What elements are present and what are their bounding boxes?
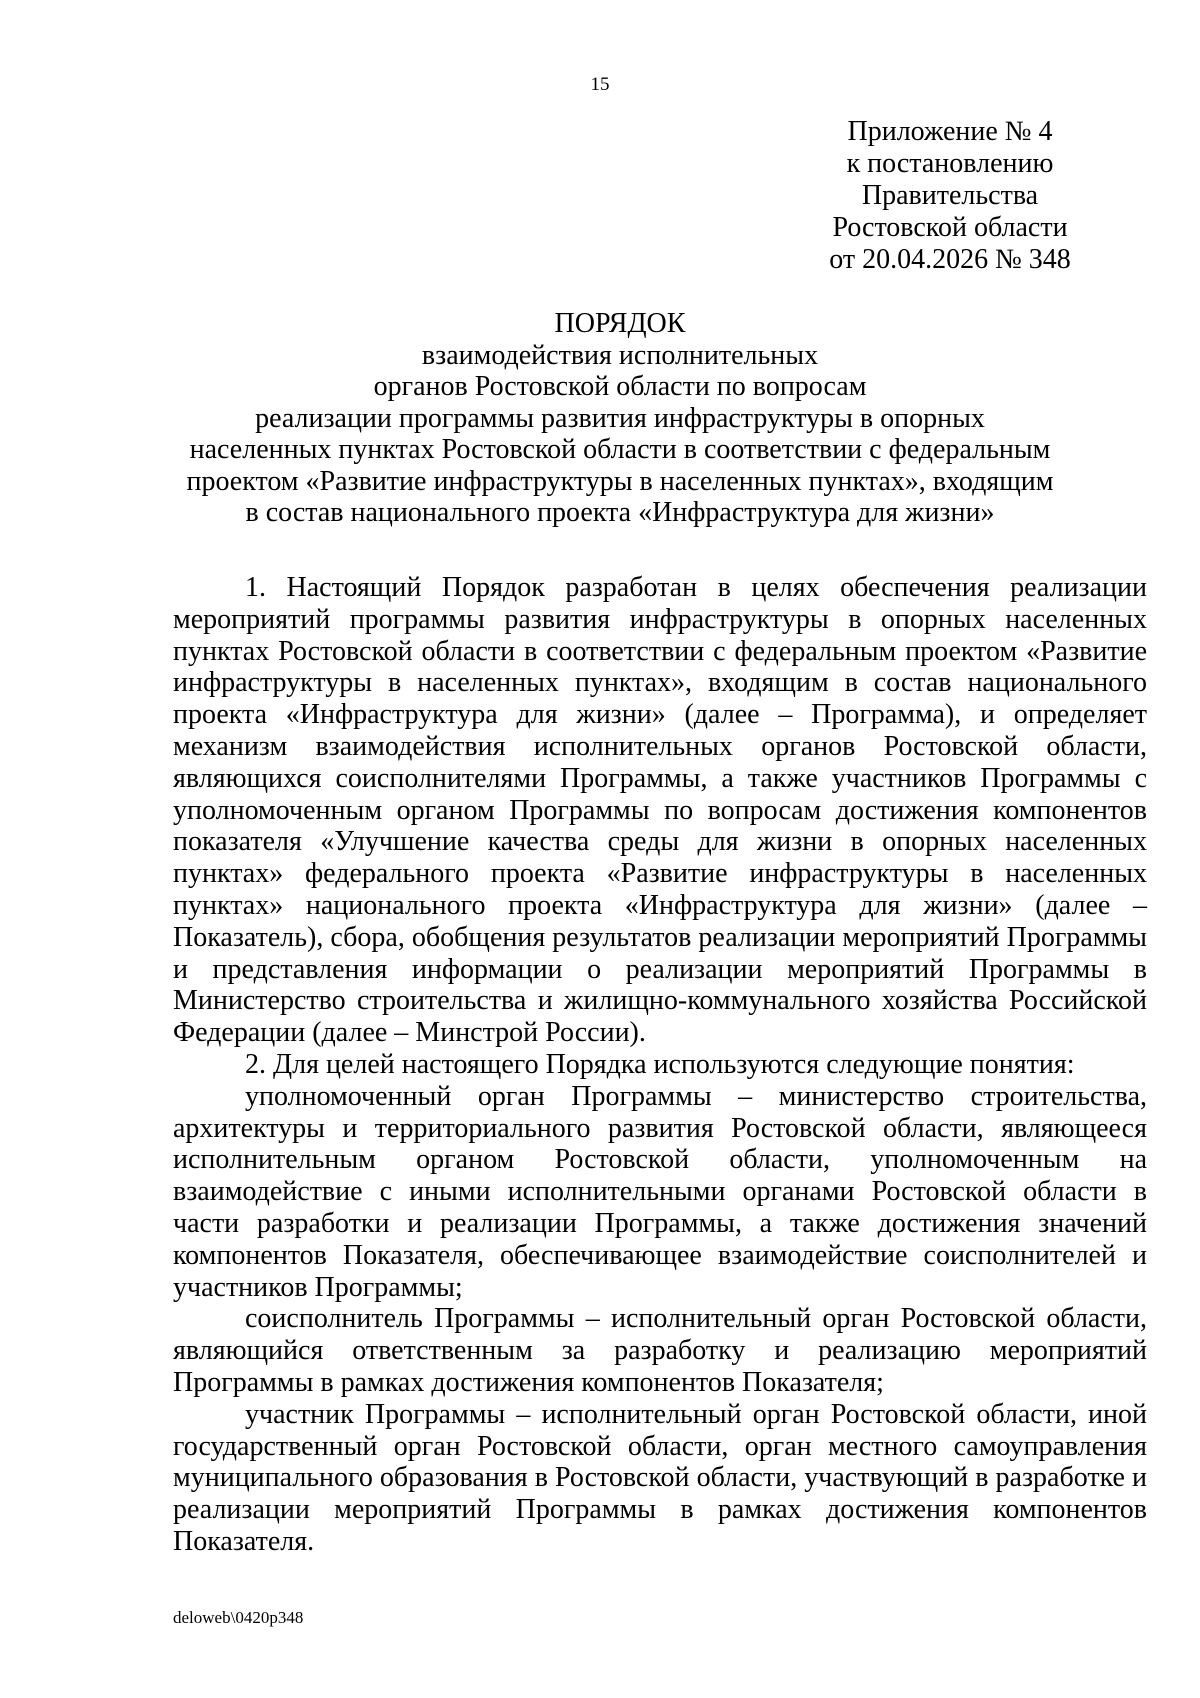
title-line: проектом «Развитие инфраструктуры в населенных пунктах», входящим — [186, 465, 1054, 497]
title-heading: ПОРЯДОК — [554, 308, 686, 339]
appendix-line: Приложение № 4 — [847, 116, 1053, 147]
title-line: в состав национального проекта «Инфраструктура для жизни» — [245, 497, 995, 528]
page-number: 15 — [590, 74, 610, 95]
footer-file-code: deloweb\0420p348 — [173, 1608, 304, 1627]
appendix-block — [800, 116, 1100, 276]
appendix-line: от 20.04.2026 № 348 — [829, 244, 1071, 275]
title-line: населенных пунктах Ростовской области в соответствии с федеральным — [189, 434, 1051, 465]
paragraph-2: 2. Для целей настоящего Порядка используются следующие понятия: — [245, 1048, 1075, 1080]
document-title — [160, 308, 1080, 529]
appendix-line: Ростовской области — [832, 212, 1068, 243]
paragraph-1: 1. Настоящий Порядок разработан в целях обеспечения реализации мероприятий программы развития инфраструктуры в опорных населенных пунктах Ростовской области в соответствии с федеральным проектом «Развитие инфраструктуры в населенных пунктах», входящим в состав национального проекта «Инфраструктура для жизни» (далее – Программа), и определяет механизм взаимодействия исполнительных органов Ростовской области, являющихся соисполнителями Программы, а также участников Программы с уполномоченным органом Программы по вопросам достижения компонентов показателя «Улучшение качества среды для жизни в опорных населенных пунктах» федерального проекта «Развитие инфраструктуры в населенных пунктах» национального проекта «Инфраструктура для жизни» (далее – Показатель), сбора, обобщения результатов реализации мероприятий Программы и представления информации о реализации мероприятий Программы в Министерство строительства и жилищно-коммунального хозяйства Российской Федерации (далее – Минстрой России). — [173, 572, 1147, 1049]
appendix-line: Правительства — [861, 180, 1039, 211]
document-body — [173, 572, 1147, 1558]
definition-participant: участник Программы – исполнительный орган Ростовской области, иной государственный орган Ростовской области, орган местного самоуправления муниципального образования в Ростовской области, участвующий в разработке и реализации мероприятий Программы в рамках достижения компонентов Показателя. — [173, 1398, 1147, 1557]
definition-authorized-body: уполномоченный орган Программы – министерство строительства, архитектуры и территориального развития Ростовской области, являющееся исполнительным органом Ростовской области, уполномоченным на взаимодействие с иными исполнительными органами Ростовской области в части разработки и реализации Программы, а также достижения значений компонентов Показателя, обеспечивающее взаимодействие соисполнителей и участников Программы; — [173, 1080, 1147, 1303]
title-line: реализации программы развития инфраструктуры в опорных — [255, 402, 985, 434]
title-line: взаимодействия исполнительных — [421, 339, 819, 371]
appendix-line: к постановлению — [846, 148, 1054, 179]
definition-co-executor: соисполнитель Программы – исполнительный орган Ростовской области, являющийся ответственным за разработку и реализацию мероприятий Программы в рамках достижения компонентов Показателя; — [173, 1303, 1147, 1398]
title-line: органов Ростовской области по вопросам — [373, 371, 867, 402]
